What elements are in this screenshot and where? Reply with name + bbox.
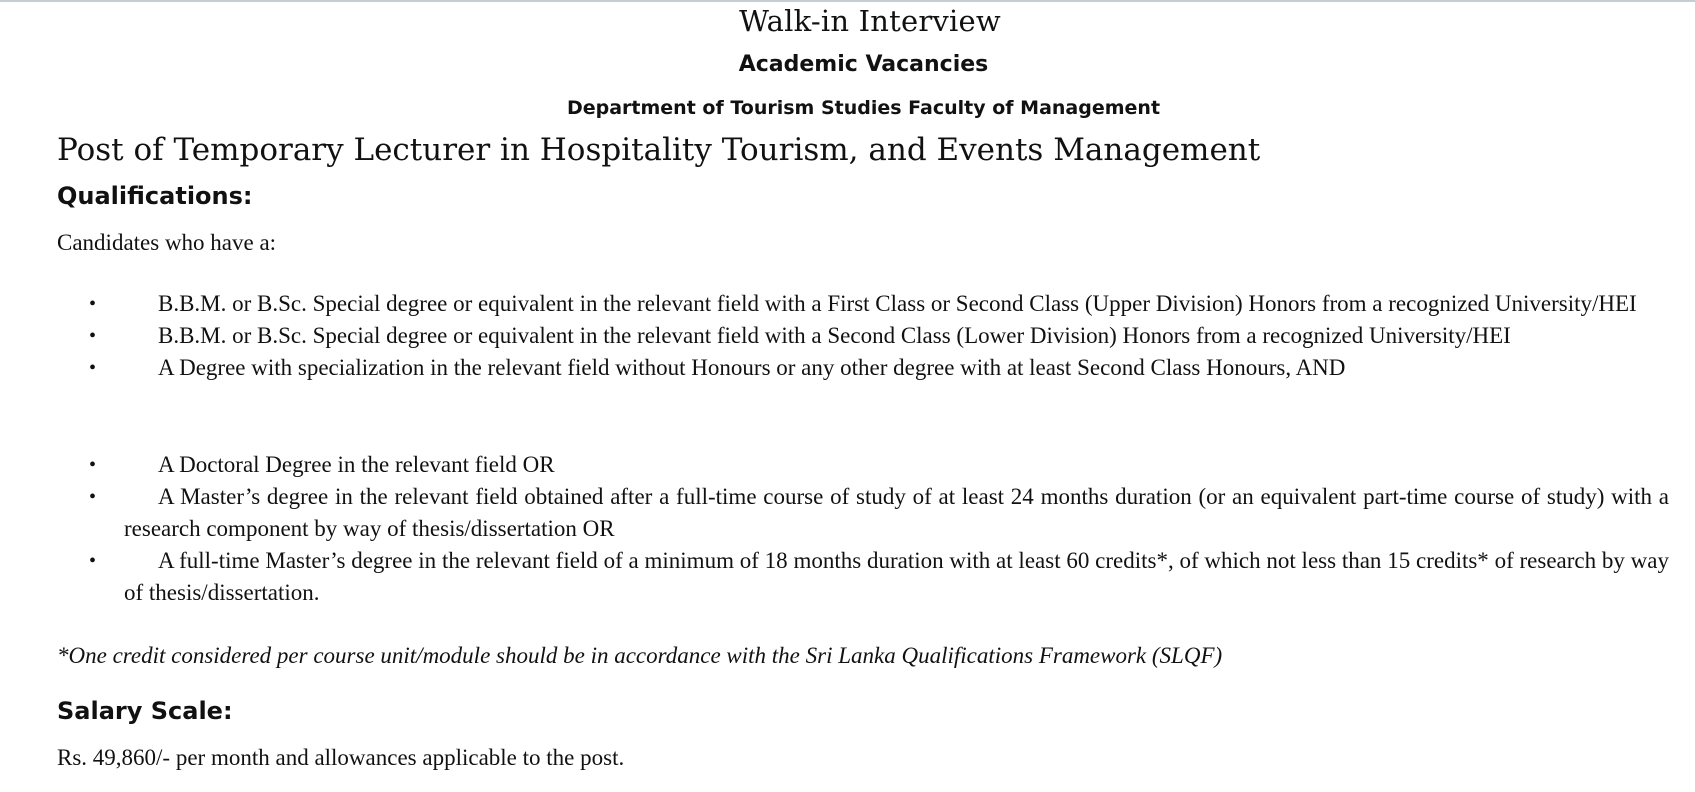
- list-item-text: A Doctoral Degree in the relevant field OR: [158, 452, 555, 477]
- list-item: [124, 481, 1669, 545]
- list-item-text: A full-time Master’s degree in the relevant field of a minimum of 18 months duration with at least 60 credits*, of which not less than 15 credits* of research by way of thesis/dissertation.: [124, 548, 1669, 605]
- qualifications-heading: Qualifications:: [57, 182, 253, 210]
- department-line: Department of Tourism Studies Faculty of Management: [566, 97, 1161, 119]
- list-item-text: B.B.M. or B.Sc. Special degree or equivalent in the relevant field with a First Class or Second Class (Upper Division) Honors from a recognized University/HEI: [158, 291, 1637, 316]
- credit-footnote: *One credit considered per course unit/module should be in accordance with the Sri Lanka Qualifications Framework (SLQF): [57, 643, 1223, 668]
- list-item: [124, 288, 1669, 320]
- salary-text: Rs. 49,860/- per month and allowances applicable to the post.: [57, 745, 625, 770]
- list-item: [124, 449, 1669, 481]
- salary-heading: Salary Scale:: [57, 697, 233, 725]
- list-item: [124, 545, 1669, 609]
- post-title: Post of Temporary Lecturer in Hospitality Tourism, and Events Management: [57, 132, 1261, 168]
- list-item-text: B.B.M. or B.Sc. Special degree or equivalent in the relevant field with a Second Class (Lower Division) Honors from a recognized University/HEI: [158, 323, 1511, 348]
- qualification-list-secondary: [124, 449, 1669, 609]
- list-item: [124, 320, 1669, 352]
- page-title: Walk-in Interview: [739, 4, 1001, 38]
- page-subtitle: Academic Vacancies: [738, 52, 989, 77]
- qualification-list-primary: [124, 288, 1669, 384]
- list-item-text: A Master’s degree in the relevant field obtained after a full-time course of study of at least 24 months duration (or an equivalent part-time course of study) with a research component by way of thesis/dissertation OR: [124, 484, 1669, 541]
- qualifications-intro: Candidates who have a:: [57, 230, 277, 255]
- list-item: [124, 352, 1669, 384]
- list-item-text: A Degree with specialization in the relevant field without Honours or any other degree with at least Second Class Honours, AND: [158, 355, 1346, 380]
- document-page: [0, 2, 1695, 792]
